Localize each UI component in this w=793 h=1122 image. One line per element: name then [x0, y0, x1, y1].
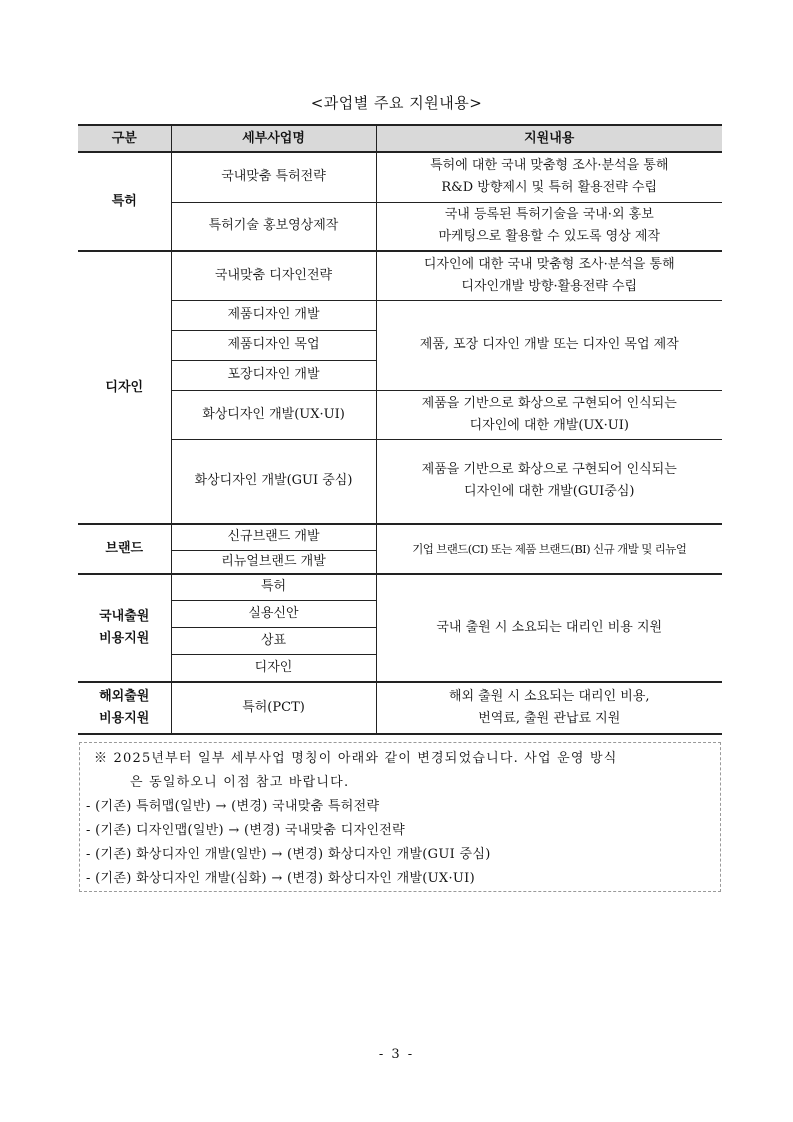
program-name: 국내맞춤 디자인전략 — [171, 251, 376, 300]
list-item: - (기존) 특허맵(일반) → (변경) 국내맞춤 특허전략 — [86, 799, 380, 814]
category-patent: 특허 — [78, 152, 171, 251]
program-name: 특허(PCT) — [171, 682, 376, 734]
header-row — [78, 125, 722, 152]
page-number: - 3 - — [378, 1047, 415, 1062]
notice-box — [79, 742, 721, 892]
category-domestic: 국내출원 비용지원 — [78, 574, 171, 682]
support-desc: 제품을 기반으로 화상으로 구현되어 인식되는 디자인에 대한 개발(GUI중심) — [376, 439, 722, 524]
table-row — [78, 300, 722, 330]
table-row — [78, 251, 722, 300]
header-program: 세부사업명 — [171, 125, 376, 152]
program-name: 화상디자인 개발(GUI 중심) — [171, 439, 376, 524]
program-name: 특허기술 홍보영상제작 — [171, 202, 376, 251]
table-row — [78, 574, 722, 601]
program-name: 디자인 — [171, 655, 376, 682]
support-desc: 제품, 포장 디자인 개발 또는 디자인 목업 제작 — [376, 300, 722, 390]
header-support: 지원내용 — [376, 125, 722, 152]
support-desc: 특허에 대한 국내 맞춤형 조사·분석을 통해 R&D 방향제시 및 특허 활용전략 수립 — [376, 152, 722, 202]
table-row — [78, 439, 722, 524]
category-design: 디자인 — [78, 251, 171, 524]
category-brand: 브랜드 — [78, 524, 171, 574]
table-row — [78, 524, 722, 550]
program-name: 포장디자인 개발 — [171, 360, 376, 390]
support-desc: 디자인에 대한 국내 맞춤형 조사·분석을 통해 디자인개발 방향·활용전략 수립 — [376, 251, 722, 300]
program-name: 제품디자인 목업 — [171, 330, 376, 360]
notice-text: ※ 2025년부터 일부 세부사업 명칭이 아래와 같이 변경되었습니다. 사업 운영 방식 — [94, 751, 618, 766]
support-desc: 해외 출원 시 소요되는 대리인 비용, 번역료, 출원 관납료 지원 — [376, 682, 722, 734]
table-row — [78, 682, 722, 734]
category-overseas: 해외출원 비용지원 — [78, 682, 171, 734]
support-desc: 제품을 기반으로 화상으로 구현되어 인식되는 디자인에 대한 개발(UX·UI) — [376, 390, 722, 439]
list-item: - (기존) 화상디자인 개발(심화) → (변경) 화상디자인 개발(UX·UI) — [86, 871, 475, 886]
table-row — [78, 390, 722, 439]
table-row — [78, 152, 722, 202]
program-name: 국내맞춤 특허전략 — [171, 152, 376, 202]
list-item: - (기존) 디자인맵(일반) → (변경) 국내맞춤 디자인전략 — [86, 823, 406, 838]
program-name: 특허 — [171, 574, 376, 601]
table-row — [78, 202, 722, 251]
program-name: 화상디자인 개발(UX·UI) — [171, 390, 376, 439]
header-category: 구분 — [78, 125, 171, 152]
table-title: <과업별 주요 지원내용> — [310, 94, 483, 112]
program-name: 신규브랜드 개발 — [171, 524, 376, 550]
program-name: 상표 — [171, 628, 376, 655]
program-name: 제품디자인 개발 — [171, 300, 376, 330]
support-desc: 국내 출원 시 소요되는 대리인 비용 지원 — [376, 574, 722, 682]
support-table — [78, 124, 722, 735]
support-desc: 기업 브랜드(CI) 또는 제품 브랜드(BI) 신규 개발 및 리뉴얼 — [376, 524, 722, 574]
program-name: 실용신안 — [171, 601, 376, 628]
support-desc: 국내 등록된 특허기술을 국내·외 홍보 마케팅으로 활용할 수 있도록 영상 제작 — [376, 202, 722, 251]
program-name: 리뉴얼브랜드 개발 — [171, 550, 376, 574]
list-item: - (기존) 화상디자인 개발(일반) → (변경) 화상디자인 개발(GUI 중심) — [86, 847, 491, 862]
notice-text-continued: 은 동일하오니 이점 참고 바랍니다. — [130, 775, 350, 790]
